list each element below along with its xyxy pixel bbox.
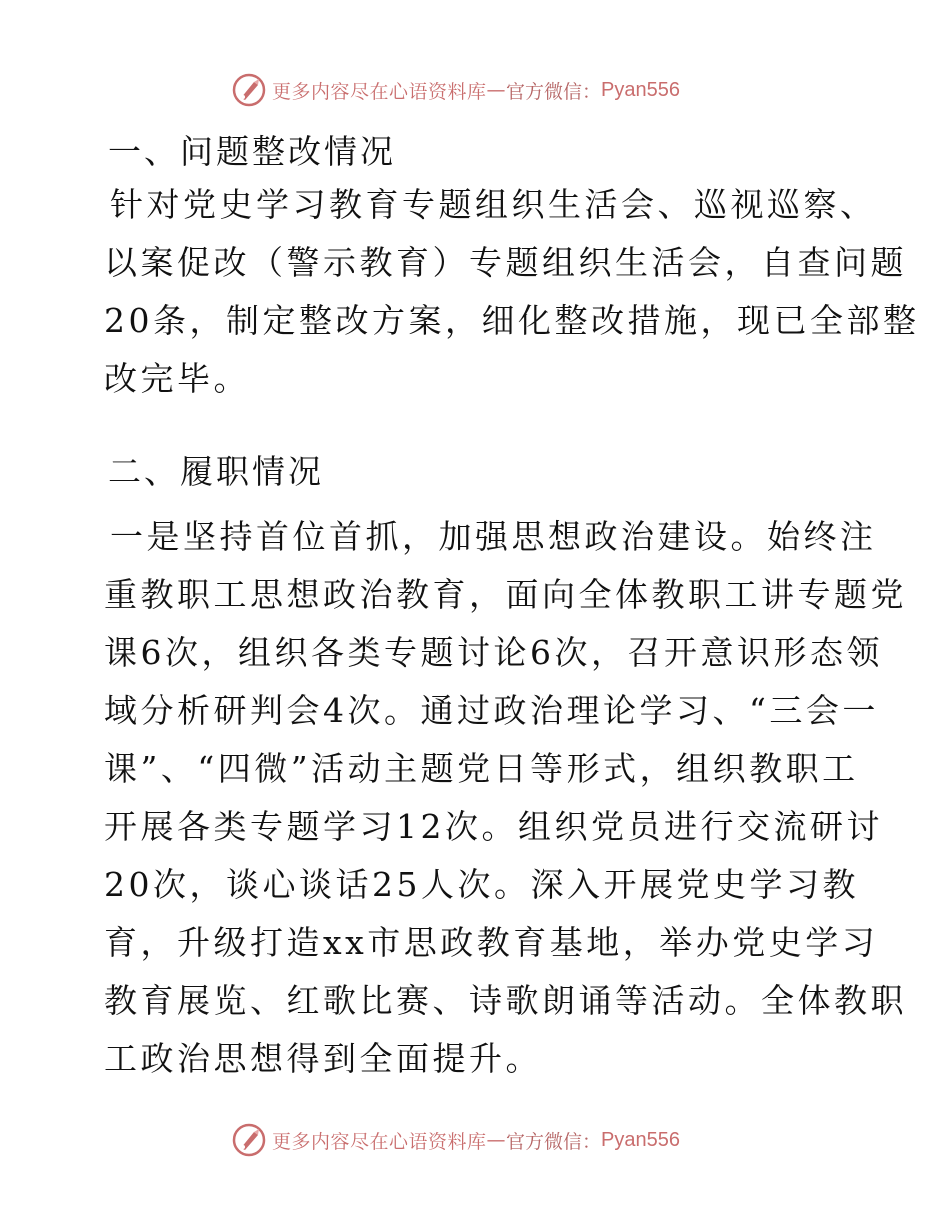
watermark-wechat-id: Pyan556 xyxy=(601,1128,680,1151)
paragraph-line: 课”、“四微”活动主题党日等形式，组织教职工 xyxy=(104,749,859,788)
section-heading-rectification: 一、问题整改情况 xyxy=(108,132,396,171)
paragraph-line: 20次，谈心谈话25人次。深入开展党史学习教 xyxy=(104,865,859,904)
quill-logo-icon xyxy=(232,73,266,107)
watermark-text: 更多内容尽在心语资料库 xyxy=(272,80,487,103)
paragraph-line: 域分析研判会4次。通过政治理论学习、“三会一 xyxy=(104,691,879,730)
watermark-text: 更多内容尽在心语资料库 xyxy=(272,1130,487,1153)
paragraph-rectification xyxy=(104,176,920,408)
paragraph-line: 开展各类专题学习12次。组织党员进行交流研讨 xyxy=(104,807,883,846)
watermark-wechat-label: 官方微信： xyxy=(506,80,602,103)
watermark-wechat-label: 官方微信： xyxy=(506,1130,602,1153)
paragraph-line: 育，升级打造xx市思政教育基地，举办党史学习 xyxy=(104,923,879,962)
paragraph-line: 课6次，组织各类专题讨论6次，召开意识形态领 xyxy=(104,633,883,672)
paragraph-line: 以案促改（警示教育）专题组织生活会，自查问题 xyxy=(104,243,907,282)
section-heading-duties: 二、履职情况 xyxy=(108,452,324,491)
paragraph-line: 20条，制定整改方案，细化整改措施，现已全部整 xyxy=(104,301,920,340)
paragraph-line: 教育展览、红歌比赛、诗歌朗诵等活动。全体教职 xyxy=(104,981,907,1020)
watermark-banner-bottom xyxy=(232,1120,732,1160)
paragraph-line: 重教职工思想政治教育，面向全体教职工讲专题党 xyxy=(104,575,907,614)
watermark-dash: — xyxy=(486,79,507,101)
paragraph-line: 工政治思想得到全面提升。 xyxy=(104,1039,542,1078)
paragraph-line: 针对党史学习教育专题组织生活会、巡视巡察、 xyxy=(110,185,877,224)
paragraph-line: 改完毕。 xyxy=(104,359,250,398)
paragraph-duties xyxy=(104,508,907,1088)
quill-logo-icon xyxy=(232,1123,266,1157)
paragraph-line: 一是坚持首位首抓，加强思想政治建设。始终注 xyxy=(110,517,877,556)
watermark-banner-top xyxy=(232,70,732,110)
watermark-dash: — xyxy=(486,1129,507,1151)
watermark-wechat-id: Pyan556 xyxy=(601,78,680,101)
